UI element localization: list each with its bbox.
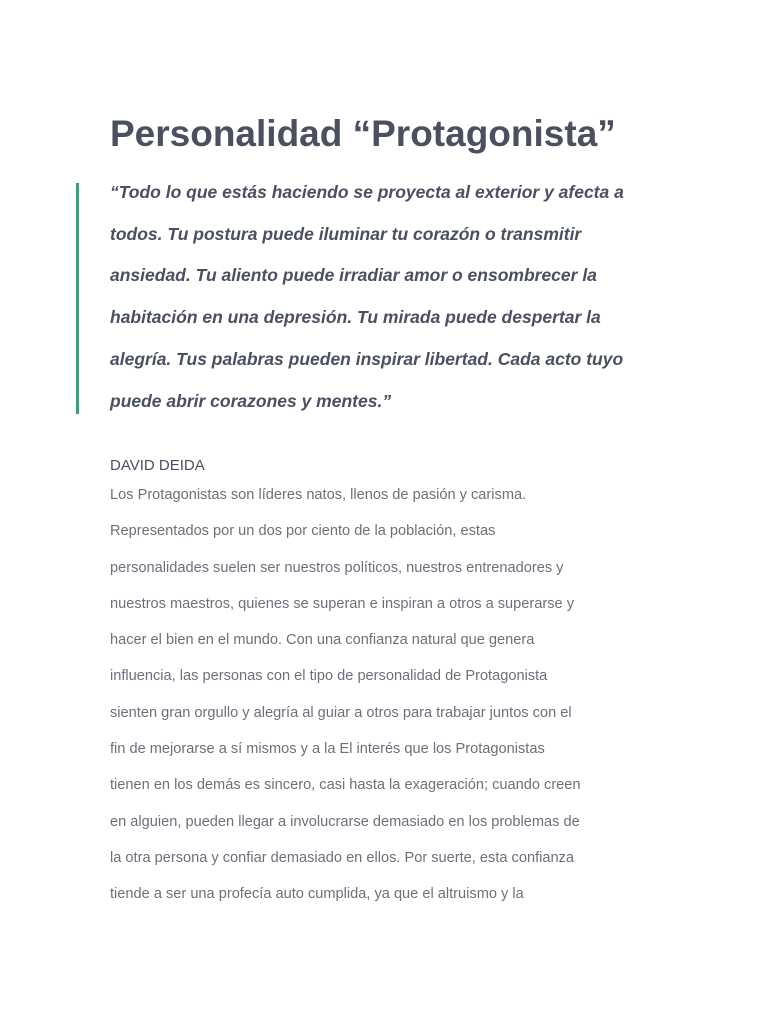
quote-line: todos. Tu postura puede iluminar tu corazón o transmitir xyxy=(110,223,582,244)
body-line: influencia, las personas con el tipo de personalidad de Protagonista xyxy=(110,668,548,685)
quote-author: DAVID DEIDA xyxy=(110,457,205,474)
body-line: Representados por un dos por ciento de la población, estas xyxy=(110,523,496,540)
body-paragraph xyxy=(110,477,670,913)
body-line: nuestros maestros, quienes se superan e inspiran a otros a superarse y xyxy=(110,595,575,612)
epigraph-quote xyxy=(110,172,670,422)
body-line: Los Protagonistas son líderes natos, llenos de pasión y carisma. xyxy=(110,487,527,503)
quote-line: habitación en una depresión. Tu mirada puede despertar la xyxy=(110,307,601,328)
quote-line: alegría. Tus palabras pueden inspirar libertad. Cada acto tuyo xyxy=(110,348,624,369)
body-line: sienten gran orgullo y alegría al guiar a otros para trabajar juntos con el xyxy=(110,704,572,721)
body-line: la otra persona y confiar demasiado en ellos. Por suerte, esta confianza xyxy=(110,849,575,866)
body-line: personalidades suelen ser nuestros políticos, nuestros entrenadores y xyxy=(110,559,564,576)
body-line: fin de mejorarse a sí mismos y a la El interés que los Protagonistas xyxy=(110,741,545,758)
quote-line: “Todo lo que estás haciendo se proyecta al exterior y afecta a xyxy=(110,182,624,202)
quote-line: ansiedad. Tu aliento puede irradiar amor o ensombrecer la xyxy=(110,265,597,286)
body-line: tiende a ser una profecía auto cumplida, ya que el altruismo y la xyxy=(110,886,524,903)
body-line: hacer el bien en el mundo. Con una confianza natural que genera xyxy=(110,632,535,649)
quote-accent-bar xyxy=(76,183,79,414)
body-line: tienen en los demás es sincero, casi hasta la exageración; cuando creen xyxy=(110,777,581,794)
body-line: en alguien, pueden llegar a involucrarse demasiado en los problemas de xyxy=(110,813,580,830)
page-title: Personalidad “Protagonista” xyxy=(110,113,616,154)
quote-line: puede abrir corazones y mentes.” xyxy=(110,390,392,411)
